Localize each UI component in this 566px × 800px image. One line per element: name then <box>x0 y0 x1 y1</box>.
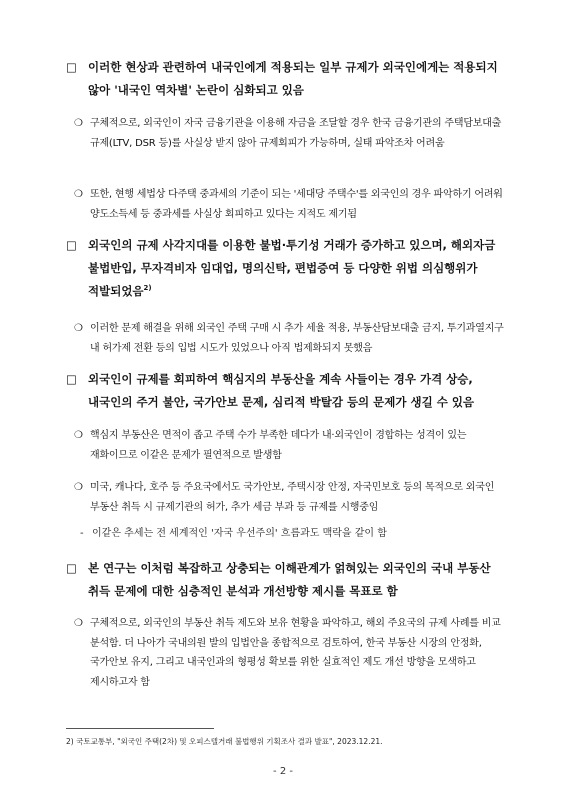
subitem-foreign-regulation <box>74 478 510 517</box>
subitem-loan-regulation <box>74 114 510 153</box>
circle-bullet: ❍ <box>74 618 83 629</box>
circle-bullet: ❍ <box>74 430 83 441</box>
paragraph-text: 구체적으로, 외국인이 자국 금융기관을 이용해 자금을 조달할 경우 한국 금융기관의 주택담보대출 규제(LTV, DSR 등)를 사실상 받지 않아 규제회피가 가능하며, 실태 파악조차 어려움 <box>90 118 502 149</box>
circle-bullet: ❍ <box>74 189 83 200</box>
circle-bullet: ❍ <box>74 482 83 493</box>
square-bullet: □ <box>66 372 77 386</box>
footnote: 2) 국토교통부, "외국인 주택(2차) 및 오피스텔거래 불법행위 기획조사 결과 발표", 2023.12.21. <box>66 737 383 746</box>
section-illegal-transactions <box>66 234 510 303</box>
section-research-goal <box>66 557 510 603</box>
paragraph-text: 미국, 캐나다, 호주 등 주요국에서도 국가안보, 주택시장 안정, 자국민보호 등의 목적으로 외국인 부동산 취득 시 규제기관의 허가, 추가 세금 부과 등 규제를 시행중임 <box>90 482 495 513</box>
paragraph-text: 이러한 현상과 관련하여 내국인에게 적용되는 일부 규제가 외국인에게는 적용되지 않아 '내국인 역차별' 논란이 심화되고 있음 <box>88 60 498 97</box>
subitem-heavy-tax <box>74 185 510 224</box>
paragraph-text: 외국인이 규제를 회피하여 핵심지의 부동산을 계속 사들이는 경우 가격 상승, 내국인의 주거 불안, 국가안보 문제, 심리적 박탈감 등의 문제가 생길 수 있음 <box>88 372 475 409</box>
subitem-legislation-attempts <box>74 319 510 358</box>
section-reverse-discrimination <box>66 56 510 102</box>
paragraph-text: 이같은 추세는 전 세계적인 '자국 우선주의' 흐름과도 맥락을 같이 함 <box>92 528 387 539</box>
subitem-core-area-goods <box>74 426 510 465</box>
circle-bullet: ❍ <box>74 323 83 334</box>
page-number: - 2 - <box>273 766 293 777</box>
square-bullet: □ <box>66 60 77 74</box>
footnote-marker: 2) <box>143 284 152 293</box>
square-bullet: □ <box>66 561 77 575</box>
footnote-divider <box>66 728 214 729</box>
paragraph-text: 또한, 현행 세법상 다주택 중과세의 기준이 되는 '세대당 주택수'를 외국인의 경우 파악하기 어려워 양도소득세 등 중과세를 사실상 회피하고 있다는 지적도 제기됨 <box>90 189 503 220</box>
dash-bullet: - <box>80 528 84 539</box>
section-problems <box>66 368 510 414</box>
subitem-research-method <box>74 614 510 692</box>
circle-bullet: ❍ <box>74 118 83 129</box>
square-bullet: □ <box>66 238 77 252</box>
paragraph-text: 핵심지 부동산은 면적이 좁고 주택 수가 부족한 데다가 내·외국인이 경합하는 성격이 있는 재화이므로 이같은 문제가 필연적으로 발생함 <box>90 430 467 461</box>
dash-item-protectionism <box>80 524 510 543</box>
paragraph-text: 이러한 문제 해결을 위해 외국인 주택 구매 시 추가 세율 적용, 부동산담보대출 금지, 투기과열지구 내 허가제 전환 등의 입법 시도가 있었으나 아직 법제화되지 못했음 <box>90 323 504 354</box>
paragraph-text: 외국인의 규제 사각지대를 이용한 불법·투기성 거래가 증가하고 있으며, 해외자금 불법반입, 무자격비자 임대업, 명의신탁, 편법증여 등 다양한 위법 의심행위가 적발되었음$^{2)}$ <box>88 238 496 298</box>
paragraph-text: 구체적으로, 외국인의 부동산 취득 제도와 보유 현황을 파악하고, 해외 주요국의 규제 사례를 비교 분석함. 더 나아가 국내의원 발의 입법안을 종합적으로 검토하여, 한국 부동산 시장의 안정화, 국가안보 유지, 그리고 내국인과의 형평성 확보를 위한 실효적인 제도 개선 방향을 모색하고 제시하고자 함 <box>90 618 501 688</box>
paragraph-text: 본 연구는 이처럼 복잡하고 상충되는 이해관계가 얽혀있는 외국인의 국내 부동산 취득 문제에 대한 심층적인 분석과 개선방향 제시를 목표로 함 <box>88 561 491 598</box>
